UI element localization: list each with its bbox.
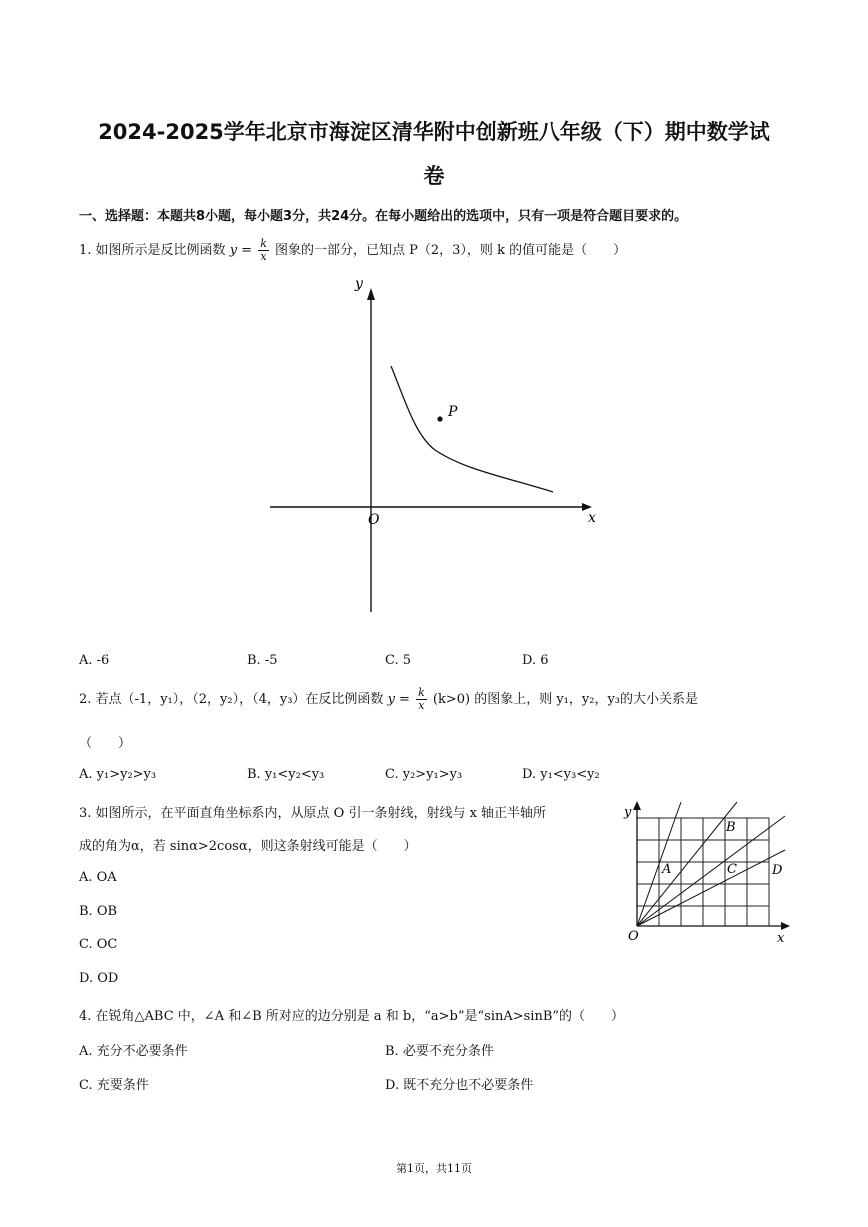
q3-grid-figure	[622, 796, 794, 946]
q3-y-arrow-icon	[633, 801, 641, 810]
q1-text-post: 图象的一部分，已知点 P（2，3），则 k 的值可能是（ ）	[275, 243, 627, 258]
q1-fraction	[258, 238, 269, 263]
q1-option-d: D. 6	[522, 653, 549, 668]
q1-label-x: x	[588, 510, 596, 526]
q2-fraction	[416, 687, 427, 712]
q1-option-b: B. -5	[247, 653, 278, 668]
q1-frac-den: x	[260, 250, 267, 263]
question-1-stem	[79, 238, 626, 263]
q3-label-a: A	[662, 862, 672, 877]
q2-y-eq: y =	[387, 692, 410, 707]
q3-label-d: D	[772, 863, 783, 878]
q2-frac-num: k	[418, 686, 425, 699]
q1-point-p	[437, 416, 442, 421]
question-2-stem	[79, 687, 698, 712]
q2-option-b: B. y₁<y₂<y₃	[247, 767, 325, 782]
q1-option-a: A. -6	[79, 653, 110, 668]
q1-label-p: P	[448, 404, 458, 420]
q1-frac-num: k	[260, 237, 267, 250]
q1-text-pre: 1. 如图所示是反比例函数	[79, 243, 226, 258]
q4-stem: 4. 在锐角△ABC 中，∠A 和∠B 所对应的边分别是 a 和 b，“a>b”是“sinA>sinB”的（ ）	[79, 1009, 625, 1024]
q1-label-origin: O	[368, 512, 380, 528]
q1-y-eq: y =	[229, 243, 253, 258]
q1-label-y: y	[355, 276, 363, 292]
page-footer: 第1页，共11页	[396, 1162, 472, 1175]
q3-label-x: x	[777, 931, 785, 946]
q3-ray-ob	[637, 802, 737, 926]
q3-option-a: A. OA	[79, 870, 117, 885]
q3-label-b: B	[726, 820, 736, 835]
page-title-line1: 2024-2025学年北京市海淀区清华附中创新班八年级（下）期中数学试	[98, 120, 770, 144]
q2-text-post: (k>0) 的图象上，则 y₁，y₂，y₃的大小关系是	[432, 692, 699, 707]
q4-option-c: C. 充要条件	[79, 1078, 149, 1093]
q3-label-c: C	[727, 862, 737, 877]
q2-frac-den: x	[418, 699, 425, 712]
q4-option-d: D. 既不充分也不必要条件	[385, 1078, 534, 1093]
q4-option-a: A. 充分不必要条件	[79, 1044, 188, 1059]
q3-option-b: B. OB	[79, 904, 118, 919]
q1-graph-figure	[260, 270, 610, 620]
q3-stem-line2: 成的角为α，若 sinα>2cosα，则这条射线可能是（ ）	[79, 839, 417, 854]
q2-text-pre: 2. 若点（-1，y₁），（2，y₂），（4，y₃）在反比例函数	[79, 692, 384, 707]
section-heading: 一、选择题：本题共8小题，每小题3分，共24分。在每小题给出的选项中，只有一项是符合题目要求的。	[79, 209, 688, 224]
q2-option-d: D. y₁<y₃<y₂	[522, 767, 600, 782]
q3-grid-lines	[637, 818, 769, 926]
q3-option-c: C. OC	[79, 937, 118, 952]
q2-option-a: A. y₁>y₂>y₃	[79, 767, 157, 782]
q3-option-d: D. OD	[79, 971, 119, 986]
page-title-line2: 卷	[423, 164, 445, 188]
q1-hyperbola-curve	[391, 366, 553, 492]
q3-x-arrow-icon	[781, 922, 790, 930]
q3-stem-line1: 3. 如图所示，在平面直角坐标系内，从原点 O 引一条射线，射线与 x 轴正半轴所	[79, 806, 547, 821]
q4-option-b: B. 必要不充分条件	[385, 1044, 494, 1059]
q3-label-y: y	[624, 805, 632, 820]
q2-option-c: C. y₂>y₁>y₃	[385, 767, 463, 782]
q2-answer-paren: （ ）	[79, 736, 132, 751]
q1-y-arrow-icon	[367, 288, 375, 300]
q1-option-c: C. 5	[385, 653, 412, 668]
q3-label-origin: O	[628, 929, 639, 944]
